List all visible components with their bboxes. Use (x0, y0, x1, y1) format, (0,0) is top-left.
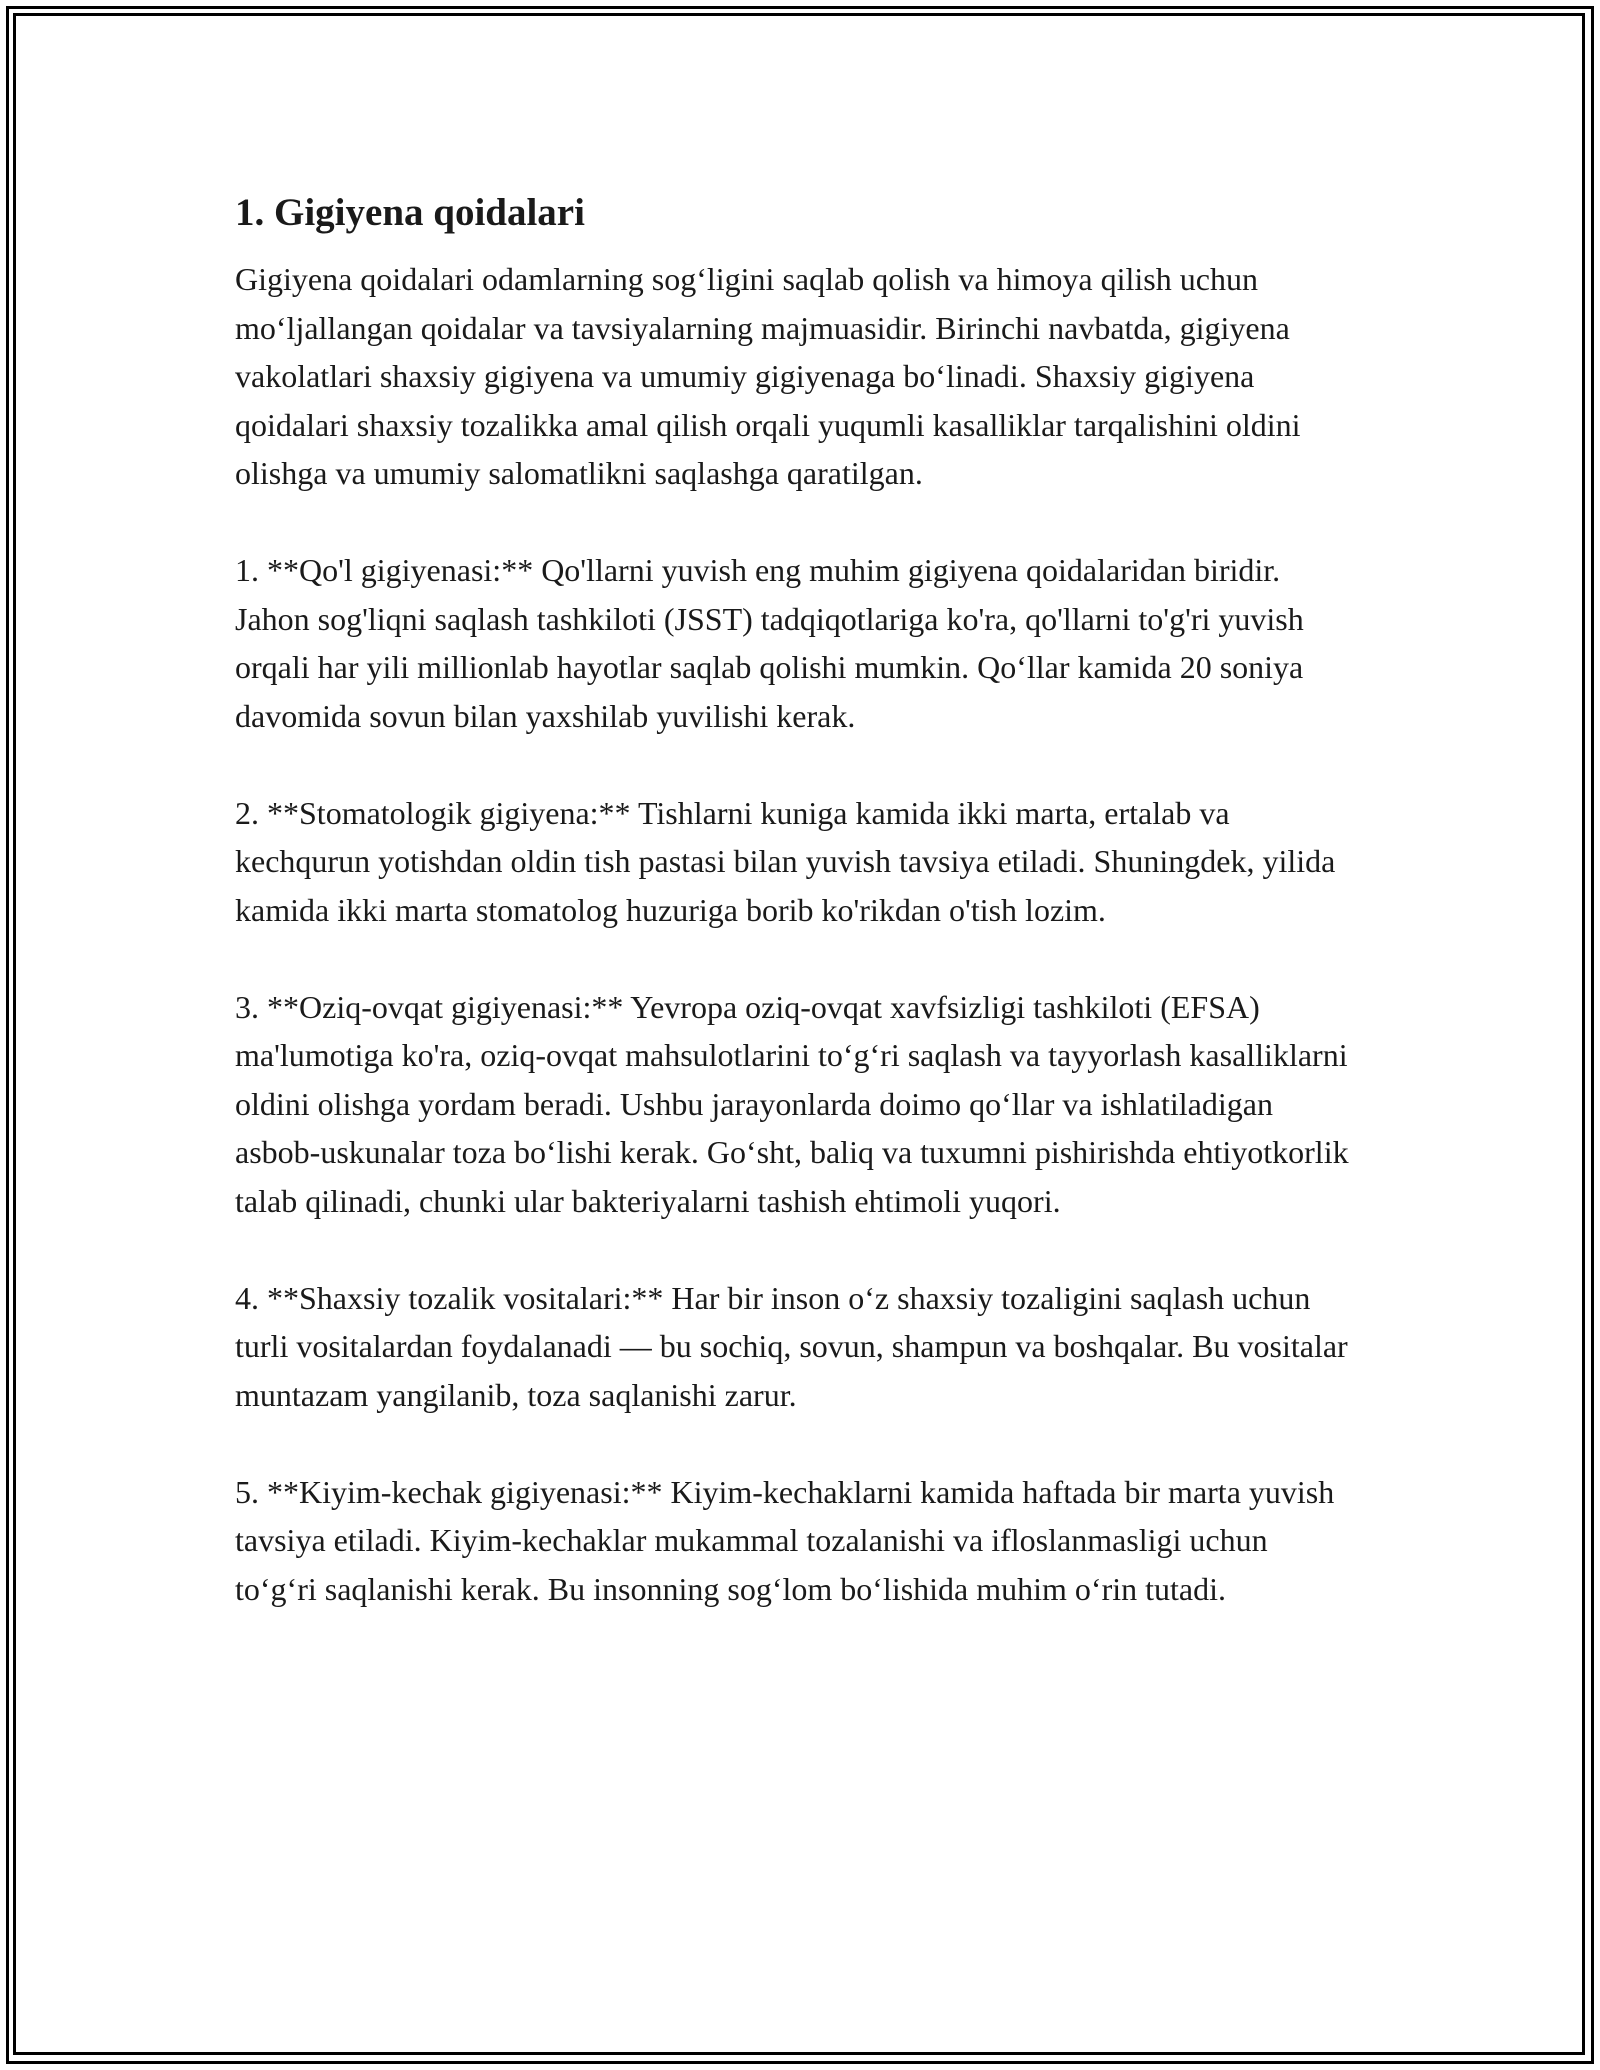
paragraph-dental-hygiene: 2. **Stomatologik gigiyena:** Tishlarni kuniga kamida ikki marta, ertalab va kechqurun yotishdan oldin tish pastasi bilan yuvish tavsiya etiladi. Shuningdek, yilida kamida ikki marta stomatolog huzuriga borib ko'rikdan o'tish lozim. (235, 794, 1336, 928)
paragraph-clothing-hygiene: 5. **Kiyim-kechak gigiyenasi:** Kiyim-kechaklarni kamida haftada bir marta yuvish tavsiya etiladi. Kiyim-kechaklar mukammal tozalanishi va ifloslanmasligi uchun to‘g‘ri saqlanishi kerak. Bu insonning sog‘lom bo‘lishida muhim o‘rin tutadi. (235, 1473, 1335, 1607)
intro-paragraph: Gigiyena qoidalari odamlarning sog‘ligini saqlab qolish va himoya qilish uchun mo‘ljallangan qoidalar va tavsiyalarning majmuasidir. Birinchi navbatda, gigiyena vakolatlari shaxsiy gigiyena va umumiy gigiyenaga bo‘linadi. Shaxsiy gigiyena qoidalari shaxsiy tozalikka amal qilish orqali yuqumli kasalliklar tarqalishini oldini olishga va umumiy salomatlikni saqlashga qaratilgan. (235, 261, 1301, 491)
paragraph-hand-hygiene: 1. **Qo'l gigiyenasi:** Qo'llarni yuvish eng muhim gigiyena qoidalaridan biridir. Jahon sog'liqni saqlash tashkiloti (JSST) tadqiqotlariga ko'ra, qo'llarni to'g'ri yuvish orqali har yili millionlab hayotlar saqlab qolishi mumkin. Qo‘llar kamida 20 soniya davomida sovun bilan yaxshilab yuvilishi kerak. (235, 552, 1304, 734)
section-title: 1. Gigiyena qoidalari (235, 191, 585, 234)
document-body (235, 185, 1355, 1613)
paragraph-personal-hygiene-items: 4. **Shaxsiy tozalik vositalari:** Har bir inson o‘z shaxsiy tozaligini saqlash uchun turli vositalardan foydalanadi — bu sochiq, sovun, shampun va boshqalar. Bu vositalar muntazam yangilanib, toza saqlanishi zarur. (235, 1279, 1348, 1413)
paragraph-food-hygiene: 3. **Oziq-ovqat gigiyenasi:** Yevropa oziq-ovqat xavfsizligi tashkiloti (EFSA) ma'lumotiga ko'ra, oziq-ovqat mahsulotlarini to‘g‘ri saqlash va tayyorlash kasalliklarni oldini olishga yordam beradi. Ushbu jarayonlarda doimo qo‘llar va ishlatiladigan asbob-uskunalar toza bo‘lishi kerak. Go‘sht, baliq va tuxumni pishirishda ehtiyotkorlik talab qilinadi, chunki ular bakteriyalarni tashish ehtimoli yuqori. (235, 988, 1349, 1219)
